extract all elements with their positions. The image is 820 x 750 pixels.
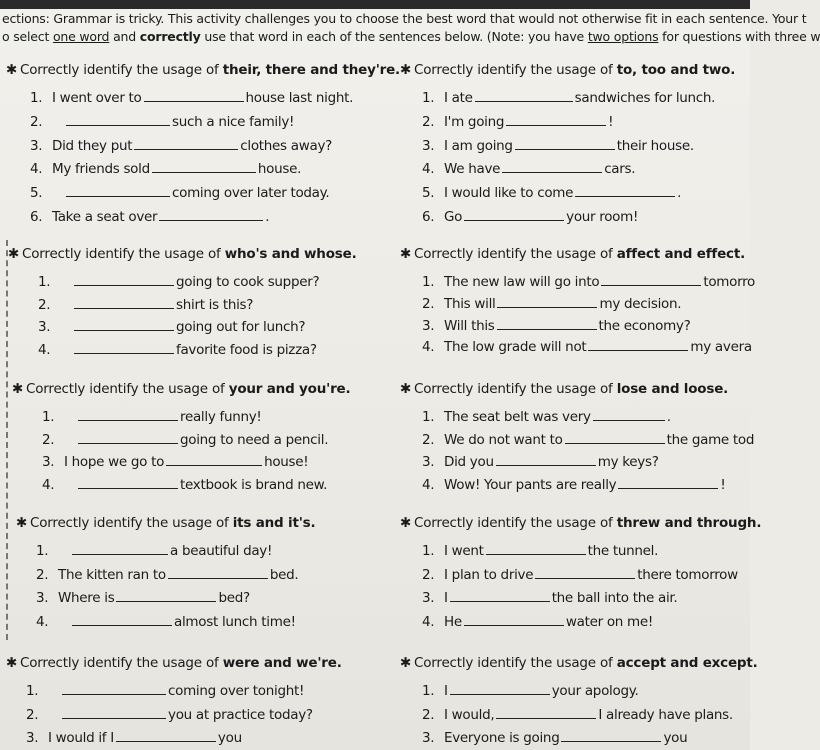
question-text-after: my keys? — [597, 454, 659, 470]
question-number: 4. — [42, 476, 55, 493]
answer-blank[interactable] — [152, 159, 256, 173]
bullet-icon: ✱ — [6, 62, 18, 78]
section-title-prefix: Correctly identify the usage of — [414, 655, 617, 671]
question-row — [422, 475, 725, 495]
answer-blank[interactable] — [72, 541, 168, 555]
question-row — [422, 407, 671, 427]
question-text-after: coming over tonight! — [168, 683, 305, 699]
directions-line-2: o select one word and correctly use that word in each of the sentences below. (Note: you have two options for questions with three w — [2, 29, 820, 44]
section-title — [16, 515, 315, 531]
answer-blank[interactable] — [535, 565, 635, 579]
answer-blank[interactable] — [497, 316, 597, 330]
question-text-before: The low grade will not — [444, 339, 587, 356]
question-row — [422, 705, 733, 725]
question-text-after: ! — [720, 476, 726, 493]
section-title-prefix: Correctly identify the usage of — [26, 381, 229, 397]
answer-blank[interactable] — [78, 475, 178, 489]
answer-blank[interactable] — [450, 588, 550, 602]
question-text-before: I — [444, 590, 448, 606]
section-title — [400, 655, 758, 671]
question-row — [38, 295, 253, 315]
section-title-words: who's and whose. — [224, 246, 357, 262]
question-number: 3. — [30, 137, 43, 154]
answer-blank[interactable] — [78, 430, 178, 444]
question-text-after: house! — [264, 454, 309, 470]
question-number: 4. — [422, 476, 435, 493]
question-row — [26, 728, 242, 748]
question-number: 2. — [422, 113, 435, 130]
question-text-after: there tomorrow — [637, 566, 738, 583]
section-title-prefix: Correctly identify the usage of — [414, 381, 617, 397]
bullet-icon: ✱ — [12, 381, 24, 397]
section-title — [6, 655, 342, 671]
question-number: 4. — [36, 613, 49, 630]
question-text-before: I would if I — [48, 730, 114, 746]
question-row — [30, 183, 329, 203]
question-row — [422, 541, 658, 561]
question-text-after: . — [265, 209, 270, 225]
question-text-after: house last night. — [245, 90, 354, 106]
question-number: 2. — [422, 706, 435, 723]
question-number: 1. — [422, 683, 435, 699]
question-text-before: I would, — [444, 706, 495, 723]
question-number: 5. — [422, 185, 435, 202]
question-text-before: I — [444, 683, 448, 699]
question-text-after: the ball into the air. — [551, 590, 678, 606]
bullet-icon: ✱ — [8, 246, 20, 262]
question-row — [30, 88, 353, 108]
section-title-words: threw and through. — [616, 515, 762, 531]
question-row — [42, 430, 328, 450]
question-text-after: your apology. — [551, 683, 639, 699]
section-title-prefix: Correctly identify the usage of — [414, 62, 617, 78]
answer-blank[interactable] — [496, 705, 596, 719]
question-number: 4. — [422, 339, 435, 356]
question-text-before: Did you — [444, 454, 494, 470]
question-row — [422, 728, 687, 748]
question-number: 3. — [36, 590, 49, 606]
question-text-before: I went — [444, 543, 484, 559]
section-title-words: lose and loose. — [616, 381, 729, 397]
answer-blank[interactable] — [588, 337, 688, 351]
question-number: 5. — [30, 185, 43, 202]
question-row — [36, 612, 296, 632]
question-number: 1. — [422, 90, 435, 106]
question-text-after: almost lunch time! — [174, 613, 296, 630]
answer-blank[interactable] — [116, 588, 216, 602]
question-text-after: I already have plans. — [598, 706, 733, 723]
question-text-after: their house. — [616, 137, 694, 154]
question-number: 1. — [422, 543, 435, 559]
question-number: 4. — [30, 161, 43, 178]
question-row — [422, 681, 638, 701]
answer-blank[interactable] — [486, 541, 586, 555]
question-row — [422, 136, 694, 156]
answer-blank[interactable] — [475, 88, 573, 102]
question-text-before: Everyone is going — [444, 730, 560, 746]
question-text-before: My friends sold — [52, 161, 150, 178]
question-text-after: favorite food is pizza? — [176, 341, 317, 358]
question-row — [422, 159, 635, 179]
section-title — [400, 246, 745, 262]
question-row — [422, 316, 691, 336]
question-row — [422, 612, 653, 632]
section-title-prefix: Correctly identify the usage of — [414, 515, 617, 531]
question-text-before: I ate — [444, 90, 473, 106]
section-title-prefix: Correctly identify the usage of — [22, 246, 225, 262]
question-text-after: really funny! — [180, 409, 262, 425]
question-number: 6. — [422, 209, 435, 225]
section-title — [12, 381, 350, 397]
question-row — [422, 272, 755, 292]
question-number: 1. — [42, 409, 55, 425]
answer-blank[interactable] — [515, 136, 615, 150]
question-text-after: my avera — [690, 339, 752, 356]
question-row — [36, 541, 272, 561]
question-text-before: The kitten ran to — [58, 566, 166, 583]
answer-blank[interactable] — [144, 88, 244, 102]
question-row — [422, 588, 677, 608]
bullet-icon: ✱ — [400, 246, 412, 262]
answer-blank[interactable] — [502, 159, 602, 173]
question-text-after: ! — [608, 113, 614, 130]
section-title-words: to, too and two. — [616, 62, 736, 78]
question-row — [42, 407, 262, 427]
question-text-before: The seat belt was very — [444, 409, 591, 425]
question-text-after: going to cook supper? — [176, 274, 320, 290]
section-title-words: affect and effect. — [616, 246, 746, 262]
answer-blank[interactable] — [168, 565, 268, 579]
question-row — [422, 565, 738, 585]
answer-blank[interactable] — [464, 207, 564, 221]
question-text-after: you — [663, 730, 688, 746]
question-row — [36, 565, 298, 585]
question-row — [38, 317, 305, 337]
section-title-words: its and it's. — [232, 515, 316, 531]
question-text-after: textbook is brand new. — [180, 476, 328, 493]
section-title — [8, 246, 357, 262]
question-number: 2. — [42, 431, 55, 448]
question-text-after: cars. — [604, 161, 636, 178]
answer-blank[interactable] — [506, 112, 606, 126]
answer-blank[interactable] — [575, 183, 675, 197]
question-text-after: . — [666, 409, 671, 425]
answer-blank[interactable] — [593, 407, 665, 421]
question-number: 3. — [422, 137, 435, 154]
question-row — [26, 705, 313, 725]
directions-text — [2, 11, 820, 47]
question-text-after: my decision. — [599, 295, 682, 312]
question-row — [30, 207, 269, 227]
question-text-after: you — [217, 730, 242, 746]
question-number: 4. — [422, 161, 435, 178]
answer-blank[interactable] — [618, 475, 718, 489]
answer-blank[interactable] — [72, 612, 172, 626]
question-text-after: the game tod — [666, 431, 755, 448]
section-title — [6, 62, 400, 78]
question-number: 2. — [30, 113, 43, 130]
bullet-icon: ✱ — [400, 655, 412, 671]
bullet-icon: ✱ — [6, 655, 18, 671]
bullet-icon: ✱ — [400, 62, 412, 78]
question-text-after: bed. — [269, 566, 299, 583]
section-title-prefix: Correctly identify the usage of — [20, 655, 223, 671]
question-row — [26, 681, 304, 701]
answer-blank[interactable] — [450, 681, 550, 695]
question-text-after: tomorro — [703, 274, 756, 290]
question-row — [422, 430, 754, 450]
section-title-words: accept and except. — [616, 655, 758, 671]
question-text-after: such a nice family! — [172, 113, 295, 130]
question-row — [422, 88, 715, 108]
question-number: 2. — [26, 706, 39, 723]
question-row — [422, 112, 613, 132]
question-text-before: The new law will go into — [444, 274, 600, 290]
answer-blank[interactable] — [565, 430, 665, 444]
question-text-before: I went over to — [52, 90, 142, 106]
question-row — [38, 340, 317, 360]
section-title-words: your and you're. — [228, 381, 351, 397]
question-number: 4. — [38, 341, 51, 358]
answer-blank[interactable] — [134, 136, 238, 150]
answer-blank[interactable] — [561, 728, 661, 742]
question-text-before: He — [444, 613, 462, 630]
section-title-words: their, there and they're. — [222, 62, 400, 78]
answer-blank[interactable] — [62, 705, 166, 719]
question-text-before: We do not want to — [444, 431, 563, 448]
question-text-after: the economy? — [598, 317, 691, 334]
question-number: 1. — [422, 274, 435, 290]
question-row — [30, 136, 332, 156]
section-title — [400, 381, 728, 397]
bullet-icon: ✱ — [16, 515, 28, 531]
question-number: 3. — [26, 730, 39, 746]
cut-line — [6, 240, 8, 640]
answer-blank[interactable] — [116, 728, 216, 742]
section-title — [400, 515, 761, 531]
answer-blank[interactable] — [74, 295, 174, 309]
question-number: 4. — [422, 613, 435, 630]
question-number: 3. — [422, 730, 435, 746]
question-number: 3. — [38, 319, 51, 335]
question-number: 1. — [422, 409, 435, 425]
answer-blank[interactable] — [496, 452, 596, 466]
question-text-after: house. — [257, 161, 302, 178]
answer-blank[interactable] — [464, 612, 564, 626]
answer-blank[interactable] — [66, 112, 170, 126]
question-text-after: bed? — [218, 590, 250, 606]
question-text-after: going out for lunch? — [176, 319, 306, 335]
answer-blank[interactable] — [601, 272, 701, 286]
question-row — [36, 588, 250, 608]
question-text-before: I am going — [444, 137, 513, 154]
question-text-before: I would like to come — [444, 185, 574, 202]
question-text-before: Where is — [58, 590, 115, 606]
answer-blank[interactable] — [66, 183, 170, 197]
question-number: 2. — [422, 431, 435, 448]
question-number: 6. — [30, 209, 43, 225]
bullet-icon: ✱ — [400, 515, 412, 531]
bullet-icon: ✱ — [400, 381, 412, 397]
question-number: 2. — [422, 295, 435, 312]
answer-blank[interactable] — [74, 317, 174, 331]
question-number: 2. — [38, 296, 51, 313]
question-row — [30, 159, 301, 179]
section-title-prefix: Correctly identify the usage of — [30, 515, 233, 531]
question-text-after: coming over later today. — [172, 185, 330, 202]
question-number: 3. — [422, 454, 435, 470]
question-text-after: you at practice today? — [168, 706, 313, 723]
question-number: 2. — [422, 566, 435, 583]
question-text-after: the tunnel. — [587, 543, 659, 559]
question-row — [422, 452, 659, 472]
question-number: 1. — [30, 90, 43, 106]
question-number: 1. — [36, 543, 49, 559]
question-text-after: clothes away? — [240, 137, 333, 154]
question-row — [422, 183, 681, 203]
answer-blank[interactable] — [497, 294, 597, 308]
section-title-prefix: Correctly identify the usage of — [414, 246, 617, 262]
question-text-before: I plan to drive — [444, 566, 534, 583]
question-row — [30, 112, 294, 132]
question-number: 3. — [422, 590, 435, 606]
question-text-after: a beautiful day! — [170, 543, 273, 559]
answer-blank[interactable] — [74, 340, 174, 354]
question-text-before: Go — [444, 209, 463, 225]
top-shadow-bar — [0, 0, 750, 9]
answer-blank[interactable] — [62, 681, 166, 695]
question-row — [42, 452, 308, 472]
answer-blank[interactable] — [74, 272, 174, 286]
question-number: 1. — [26, 683, 39, 699]
question-text-before: We have — [444, 161, 501, 178]
question-text-before: I'm going — [444, 113, 505, 130]
question-text-before: Take a seat over — [52, 209, 158, 225]
question-text-after: . — [677, 185, 682, 202]
answer-blank[interactable] — [166, 452, 262, 466]
question-text-before: This will — [444, 295, 496, 312]
question-text-after: water on me! — [565, 613, 653, 630]
question-text-after: going to need a pencil. — [180, 431, 329, 448]
question-row — [42, 475, 327, 495]
question-text-before: Will this — [444, 317, 495, 334]
directions-line-1: ections: Grammar is tricky. This activity challenges you to choose the best word that would not otherwise fit in each sentence. Your t — [2, 11, 807, 26]
question-text-after: your room! — [566, 209, 639, 225]
question-text-after: sandwiches for lunch. — [574, 90, 716, 106]
answer-blank[interactable] — [159, 207, 263, 221]
section-title — [400, 62, 735, 78]
answer-blank[interactable] — [78, 407, 178, 421]
question-number: 3. — [422, 317, 435, 334]
question-text-after: shirt is this? — [176, 296, 254, 313]
question-text-before: I hope we go to — [64, 454, 165, 470]
question-text-before: Wow! Your pants are really — [444, 476, 617, 493]
question-number: 1. — [38, 274, 51, 290]
question-row — [422, 207, 638, 227]
question-number: 2. — [36, 566, 49, 583]
question-text-before: Did they put — [52, 137, 133, 154]
question-row — [422, 294, 681, 314]
question-row — [38, 272, 319, 292]
section-title-prefix: Correctly identify the usage of — [20, 62, 223, 78]
question-row — [422, 337, 752, 357]
section-title-words: were and we're. — [222, 655, 342, 671]
question-number: 3. — [42, 454, 55, 470]
